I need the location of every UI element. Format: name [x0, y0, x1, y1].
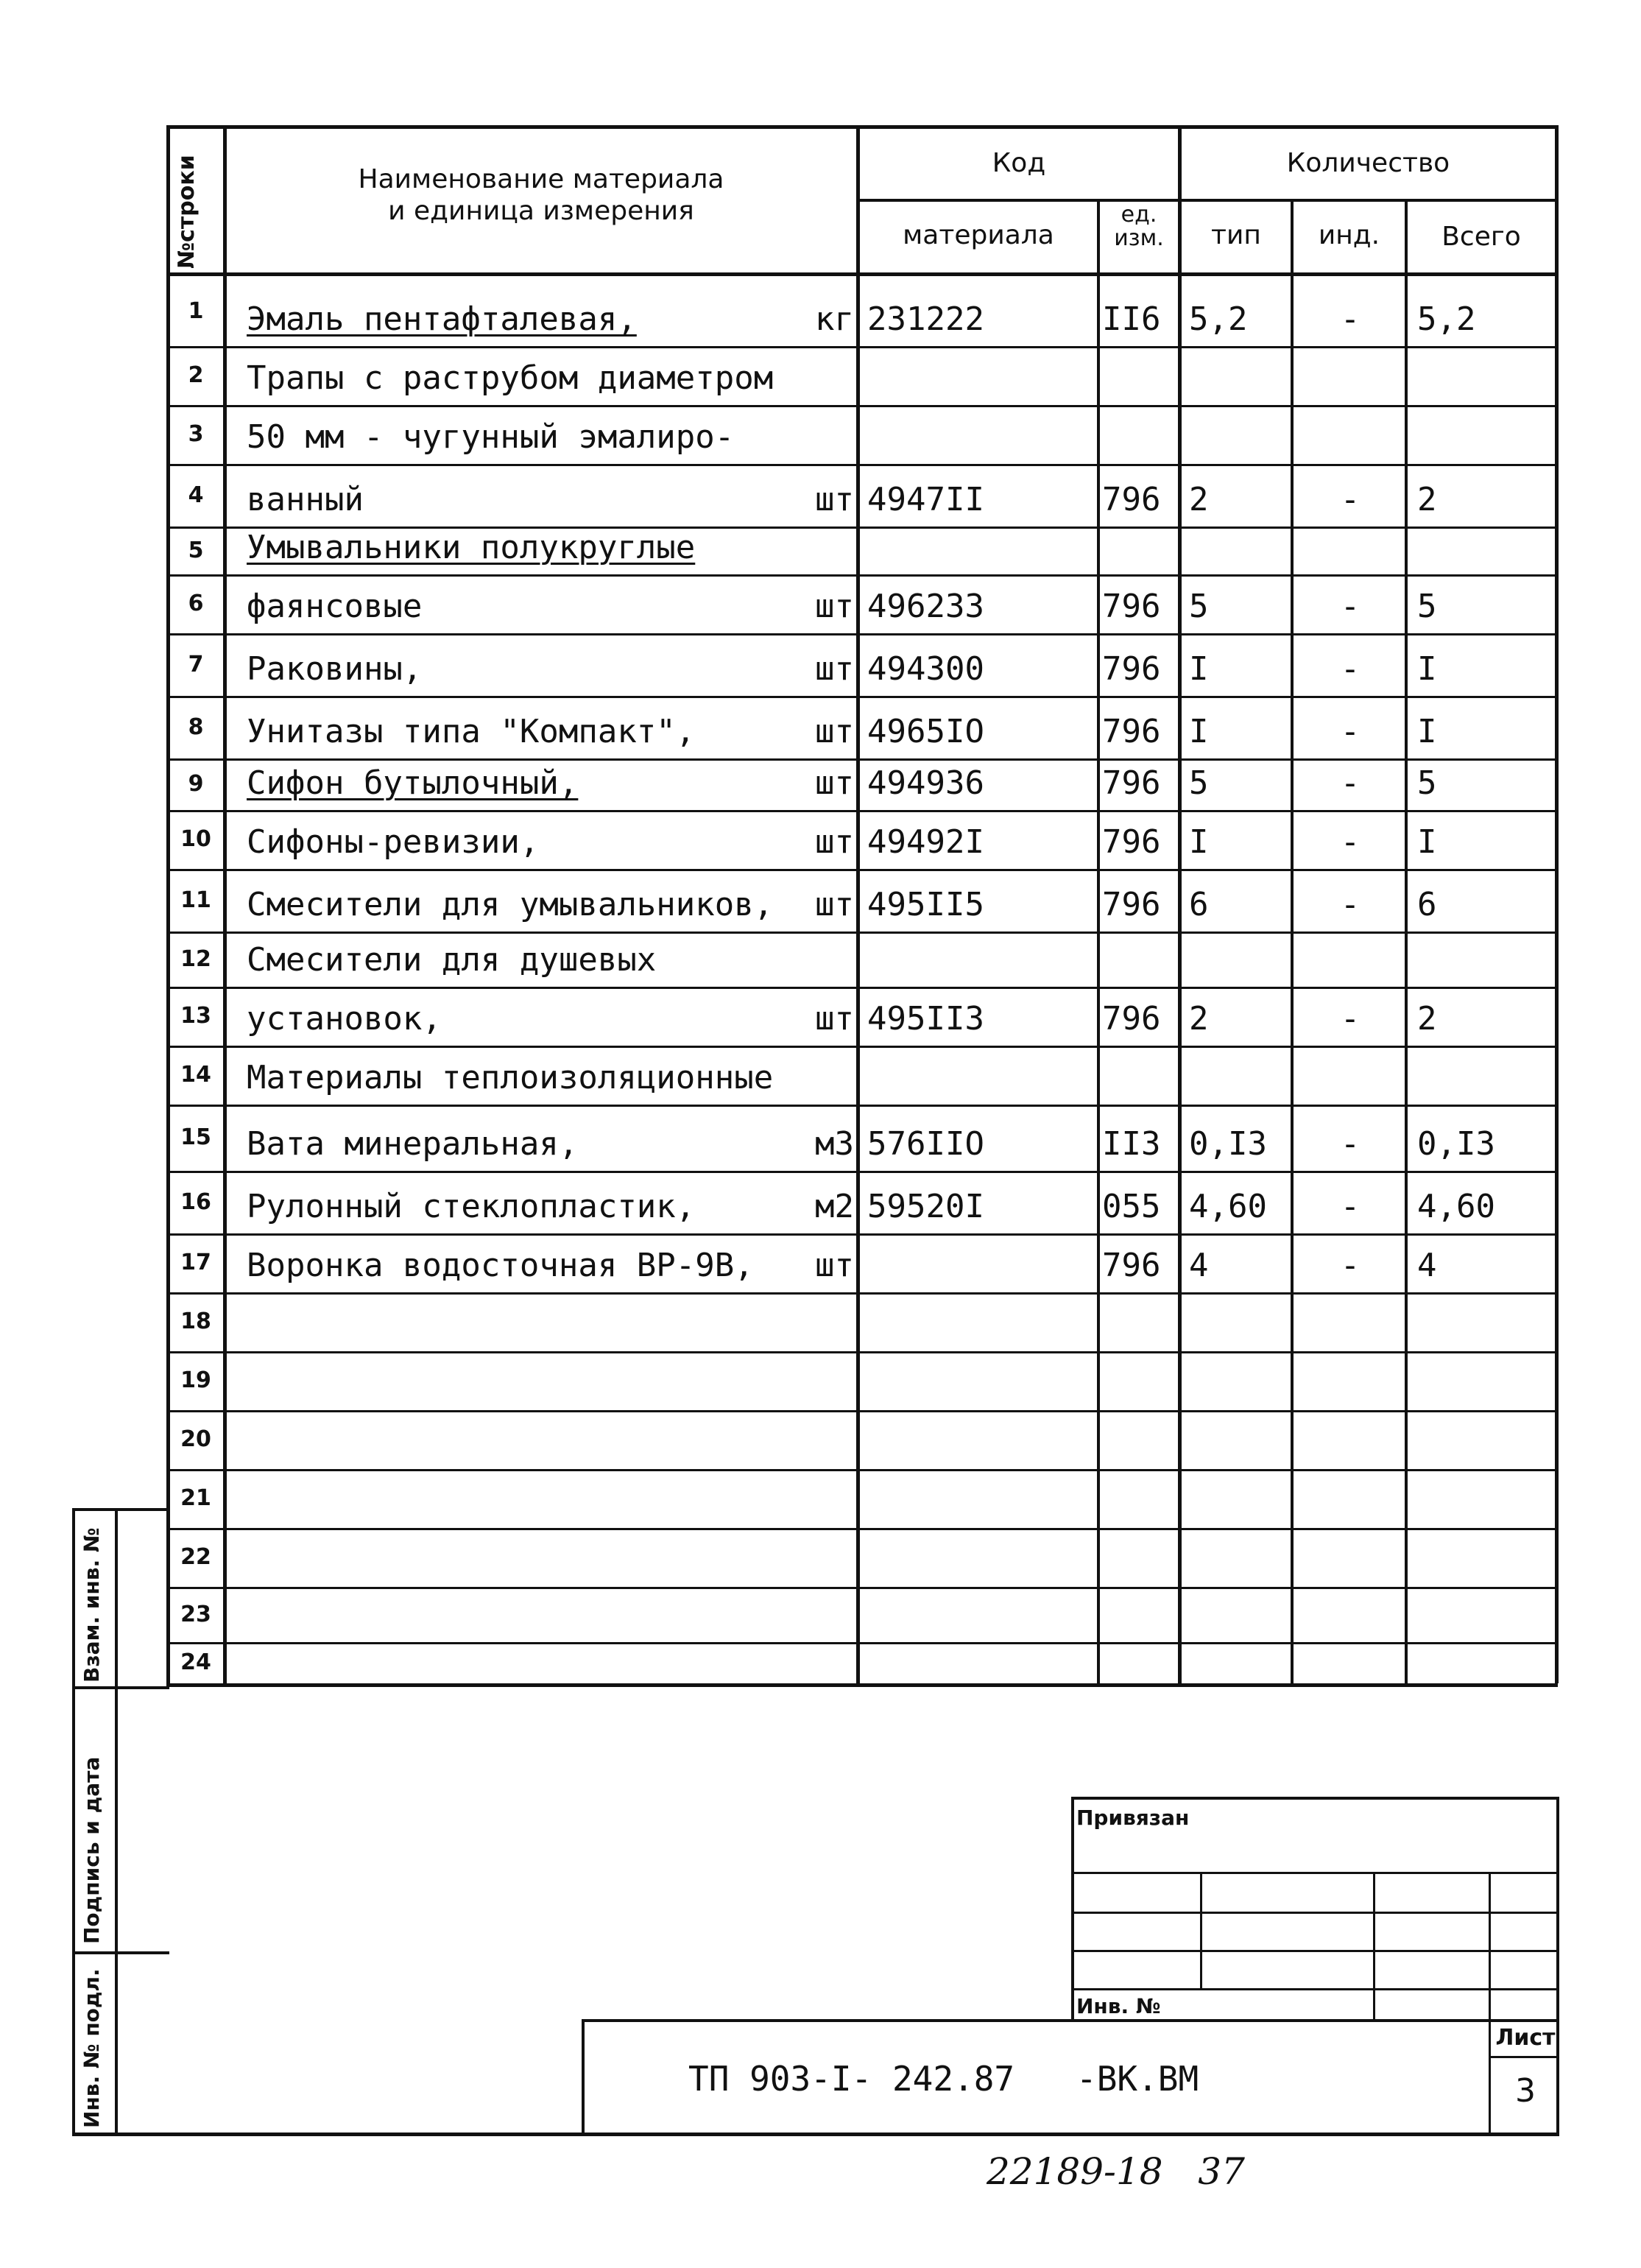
row-number: 16: [180, 1188, 211, 1215]
sheet-number: 3: [1515, 2072, 1536, 2110]
cell-ind: -: [1340, 713, 1361, 750]
material-name: Вата минеральная,: [247, 1125, 579, 1163]
cell-ucode: 796: [1102, 588, 1161, 625]
row-divider: [166, 758, 1558, 761]
cell-code: 495II5: [867, 886, 984, 923]
cell-unit: шт: [815, 481, 854, 518]
cell-total: 5: [1417, 588, 1437, 625]
row-divider: [166, 405, 1558, 407]
cell-type: 5: [1189, 764, 1209, 802]
cell-type: 5: [1189, 588, 1209, 625]
row-number-header: №строки: [174, 155, 200, 269]
row-divider: [166, 1171, 1558, 1173]
cell-code: 496233: [867, 588, 984, 625]
row-number: 1: [188, 297, 204, 324]
material-name: Умывальники полукруглые: [247, 529, 696, 566]
cell-unit: шт: [815, 1247, 854, 1284]
document-suffix: -ВК.ВМ: [1076, 2059, 1199, 2099]
row-number: 21: [180, 1485, 211, 1511]
row-divider: [166, 1233, 1558, 1236]
row-divider: [166, 1351, 1558, 1353]
cell-ind: -: [1340, 650, 1361, 688]
cell-unit: шт: [815, 886, 854, 923]
row-number: 17: [180, 1250, 211, 1275]
row-divider: [166, 1587, 1558, 1589]
cell-code: 4947II: [867, 481, 984, 518]
cell-code: 494300: [867, 650, 984, 688]
row-divider: [166, 987, 1558, 989]
cell-ind: -: [1340, 1000, 1361, 1038]
row-number: 20: [180, 1426, 211, 1452]
row-number: 22: [180, 1544, 211, 1570]
material-name: Трапы с раструбом диаметром: [247, 359, 774, 397]
cell-ucode: 796: [1102, 764, 1161, 802]
unit-code-header: ед. изм.: [1114, 202, 1164, 251]
row-number: 10: [180, 826, 211, 852]
cell-code: 231222: [867, 300, 984, 338]
row-divider: [166, 346, 1558, 348]
cell-total: 2: [1417, 481, 1437, 518]
row-number: 13: [180, 1003, 211, 1029]
cell-ind: -: [1340, 300, 1361, 338]
row-divider: [166, 1046, 1558, 1048]
material-name: Сифоны-ревизии,: [247, 823, 540, 861]
cell-type: 2: [1189, 1000, 1209, 1038]
row-number: 6: [188, 591, 204, 616]
cell-total: 2: [1417, 1000, 1437, 1038]
material-name: ванный: [247, 481, 364, 518]
cell-ucode: 796: [1102, 823, 1161, 861]
cell-ucode: 796: [1102, 1000, 1161, 1038]
row-divider: [166, 696, 1558, 698]
cell-code: 49492I: [867, 823, 984, 861]
row-number: 18: [180, 1309, 211, 1334]
cell-unit: шт: [815, 588, 854, 625]
replace-inventory-label: Взам. инв. №: [80, 1527, 104, 1683]
material-name: Смесители для умывальников,: [247, 886, 774, 923]
material-code-header: материала: [903, 220, 1054, 250]
row-number: 2: [188, 362, 204, 388]
cell-total: 5,2: [1417, 300, 1476, 338]
sheet-label: Лист: [1495, 2025, 1556, 2051]
row-divider: [166, 633, 1558, 635]
cell-total: 0,I3: [1417, 1125, 1495, 1163]
cell-ind: -: [1340, 1125, 1361, 1163]
cell-ucode: 796: [1102, 650, 1161, 688]
material-name: Сифон бутылочный,: [247, 764, 579, 802]
cell-ucode: 055: [1102, 1188, 1161, 1225]
name-header: Наименование материала и единица измерения: [358, 164, 724, 227]
material-name: Рулонный стеклопластик,: [247, 1188, 696, 1225]
cell-type: 4: [1189, 1247, 1209, 1284]
row-number: 7: [188, 651, 204, 677]
cell-unit: кг: [815, 300, 854, 338]
cell-ucode: II3: [1102, 1125, 1161, 1163]
row-number: 23: [180, 1601, 211, 1627]
row-divider: [166, 574, 1558, 577]
material-name: 50 мм - чугунный эмалиро-: [247, 418, 735, 456]
cell-ind: -: [1340, 886, 1361, 923]
cell-ind: -: [1340, 823, 1361, 861]
row-number: 11: [180, 887, 211, 913]
cell-total: 6: [1417, 886, 1437, 923]
row-divider: [166, 1292, 1558, 1295]
cell-type: I: [1189, 713, 1209, 750]
cell-ind: -: [1340, 764, 1361, 802]
cell-ind: -: [1340, 481, 1361, 518]
total-header: Всего: [1441, 222, 1521, 252]
cell-ucode: 796: [1102, 481, 1161, 518]
cell-type: 2: [1189, 481, 1209, 518]
material-name: Эмаль пентафталевая,: [247, 300, 637, 338]
cell-unit: шт: [815, 764, 854, 802]
cell-unit: шт: [815, 1000, 854, 1038]
document-code: ТП 903-I- 242.87: [688, 2059, 1015, 2099]
cell-type: 6: [1189, 886, 1209, 923]
row-divider: [166, 869, 1558, 871]
material-name: Раковины,: [247, 650, 423, 688]
cell-unit: м3: [815, 1125, 854, 1163]
cell-unit: шт: [815, 713, 854, 750]
cell-total: 5: [1417, 764, 1437, 802]
row-divider: [166, 1528, 1558, 1530]
cell-ucode: 796: [1102, 713, 1161, 750]
cell-unit: шт: [815, 650, 854, 688]
cell-total: I: [1417, 823, 1437, 861]
cell-type: I: [1189, 650, 1209, 688]
ind-header: инд.: [1318, 220, 1380, 250]
row-divider: [166, 464, 1558, 466]
cell-code: 576IIO: [867, 1125, 984, 1163]
row-divider: [166, 1642, 1558, 1644]
cell-code: 495II3: [867, 1000, 984, 1038]
row-number: 8: [188, 714, 204, 740]
row-divider: [166, 1469, 1558, 1471]
cell-ind: -: [1340, 1188, 1361, 1225]
cell-type: I: [1189, 823, 1209, 861]
type-header: тип: [1211, 220, 1261, 250]
row-number: 19: [180, 1367, 211, 1393]
cell-total: 4: [1417, 1247, 1437, 1284]
row-divider: [166, 1105, 1558, 1107]
cell-unit: м2: [815, 1188, 854, 1225]
quantity-header: Количество: [1286, 148, 1450, 178]
row-divider: [166, 932, 1558, 934]
cell-ucode: 796: [1102, 886, 1161, 923]
row-number: 5: [188, 537, 204, 563]
cell-ucode: II6: [1102, 300, 1161, 338]
code-header: Код: [992, 148, 1046, 178]
original-inventory-label: Инв. № подл.: [80, 1968, 104, 2128]
cell-type: 0,I3: [1189, 1125, 1267, 1163]
row-number: 14: [180, 1062, 211, 1088]
cell-ucode: 796: [1102, 1247, 1161, 1284]
cell-code: 59520I: [867, 1188, 984, 1225]
material-name: Материалы теплоизоляционные: [247, 1059, 774, 1096]
cell-code: 4965IO: [867, 713, 984, 750]
cell-ind: -: [1340, 588, 1361, 625]
material-name: Воронка водосточная ВР-9В,: [247, 1247, 754, 1284]
row-number: 9: [188, 771, 204, 797]
material-name: Смесители для душевых: [247, 941, 657, 979]
material-name: установок,: [247, 1000, 442, 1038]
row-divider: [166, 810, 1558, 812]
cell-code: 494936: [867, 764, 984, 802]
cell-total: I: [1417, 650, 1437, 688]
attached-label: Привязан: [1076, 1806, 1190, 1830]
row-number: 24: [180, 1649, 211, 1675]
cell-type: 5,2: [1189, 300, 1248, 338]
row-number: 3: [188, 421, 204, 447]
cell-ind: -: [1340, 1247, 1361, 1284]
cell-total: 4,60: [1417, 1188, 1495, 1225]
cell-unit: шт: [815, 823, 854, 861]
cell-total: I: [1417, 713, 1437, 750]
row-divider: [166, 1410, 1558, 1412]
row-number: 4: [188, 482, 204, 508]
cell-type: 4,60: [1189, 1188, 1267, 1225]
material-name: Унитазы типа "Компакт",: [247, 713, 696, 750]
signature-date-label: Подпись и дата: [80, 1756, 104, 1944]
row-number: 15: [180, 1124, 211, 1150]
archive-number: 22189-18 37: [987, 2150, 1245, 2193]
row-number: 12: [180, 945, 211, 972]
material-name: фаянсовые: [247, 588, 423, 625]
inventory-number-label: Инв. №: [1076, 1994, 1161, 2018]
